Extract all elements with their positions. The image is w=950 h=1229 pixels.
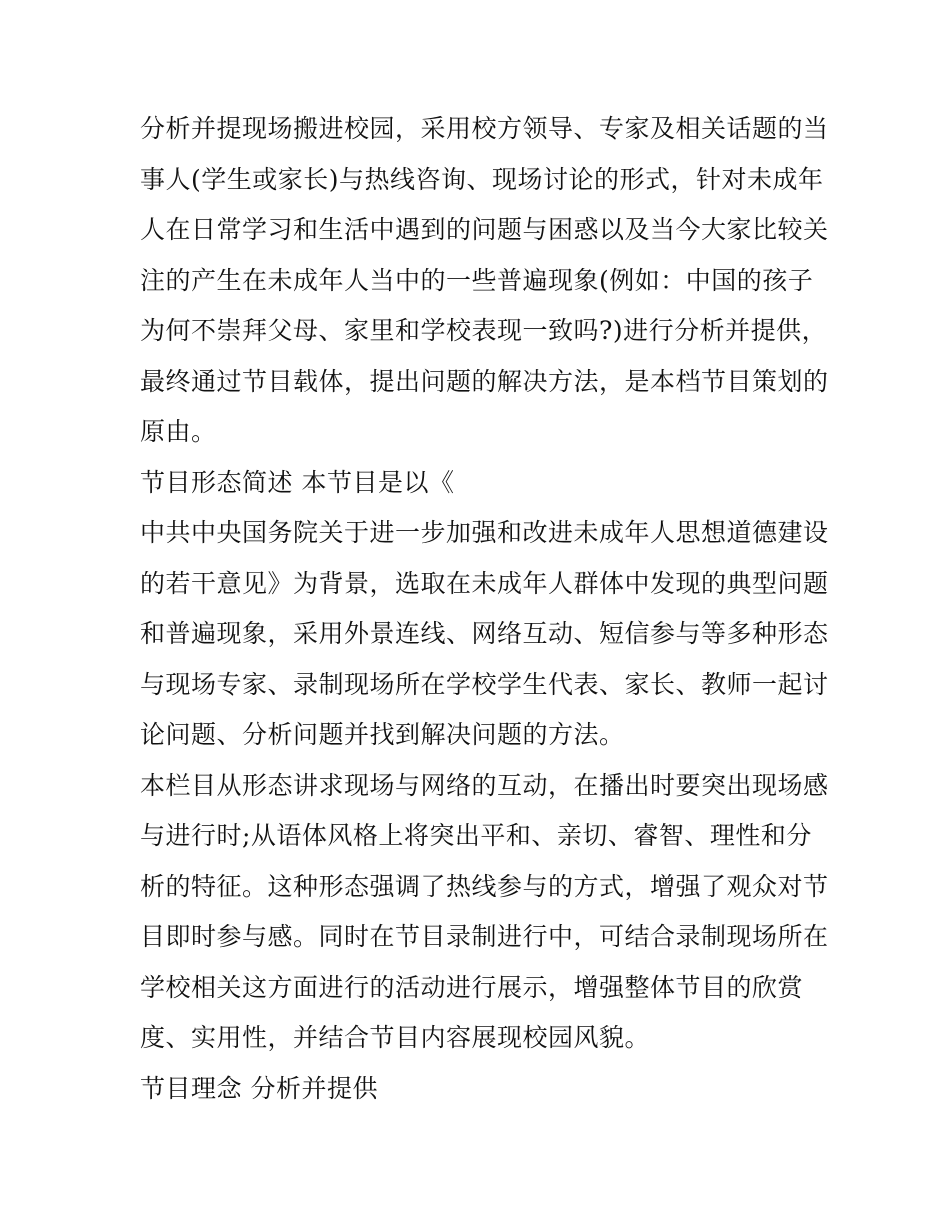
text-line: 人在日常学习和生活中遇到的问题与困惑以及当今大家比较关 — [140, 215, 829, 244]
text-line: 注的产生在未成年人当中的一些普遍现象(例如：中国的孩子 — [140, 265, 814, 295]
text-line: 度、实用性，并结合节目内容展现校园风貌。 — [140, 1023, 651, 1052]
section-heading: 节目理念 分析并提供 — [140, 1073, 378, 1103]
text-line: 的若干意见》为背景，选取在未成年人群体中发现的典型问题 — [140, 568, 829, 598]
text-line: 与现场专家、录制现场所在学校学生代表、家长、教师一起讨 — [140, 669, 829, 699]
section-heading: 节目形态简述 本节目是以《 — [140, 467, 455, 497]
text-line: 中共中央国务院关于进一步加强和改进未成年人思想道德建设 — [140, 518, 829, 547]
text-line: 与进行时;从语体风格上将突出平和、亲切、睿智、理性和分 — [140, 821, 812, 850]
text-line: 目即时参与感。同时在节目录制进行中，可结合录制现场所在 — [140, 922, 829, 951]
text-line: 学校相关这方面进行的活动进行展示，增强整体节目的欣赏 — [140, 972, 804, 1002]
text-line: 本栏目从形态讲求现场与网络的互动，在播出时要突出现场感 — [140, 770, 829, 800]
text-line: 论问题、分析问题并找到解决问题的方法。 — [140, 720, 625, 749]
document-body — [140, 104, 829, 1114]
text-line: 析的特征。这种形态强调了热线参与的方式，增强了观众对节 — [140, 871, 829, 901]
text-line: 最终通过节目载体，提出问题的解决方法，是本档节目策划的 — [140, 366, 829, 396]
text-line: 分析并提现场搬进校园，采用校方领导、专家及相关话题的当 — [140, 114, 829, 143]
text-line: 为何不崇拜父母、家里和学校表现一致吗?)进行分析并提供， — [140, 316, 828, 345]
text-line: 事人(学生或家长)与热线咨询、现场讨论的形式，针对未成年 — [140, 164, 824, 194]
text-line: 和普遍现象，采用外景连线、网络互动、短信参与等多种形态 — [140, 619, 829, 648]
text-line: 原由。 — [140, 417, 217, 446]
